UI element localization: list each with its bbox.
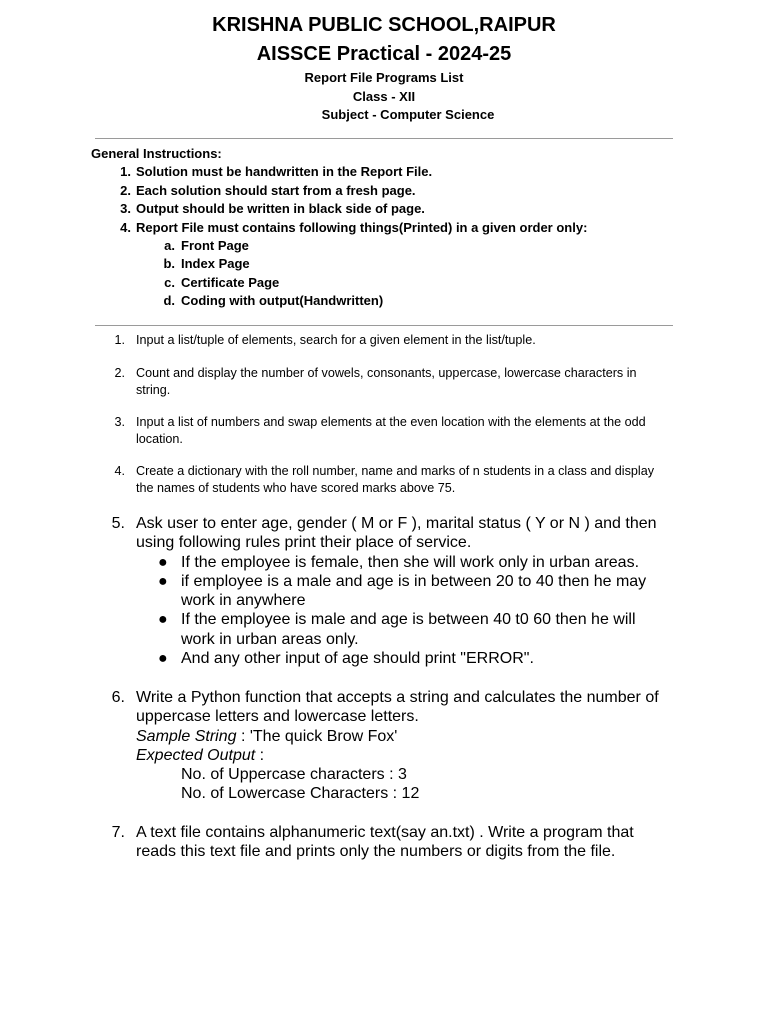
- program-item-1: [108, 332, 673, 349]
- instruction-text: Solution must be handwritten in the Report File.: [136, 164, 433, 180]
- subject-label: Subject - Computer Science: [321, 107, 495, 122]
- program-number: 7.: [111, 824, 125, 841]
- program-number: 1.: [114, 333, 125, 347]
- program-text: Input a list of numbers and swap elements at the even location with the elements at the odd location.: [136, 415, 646, 446]
- bullet-dot-icon: ●: [158, 553, 168, 571]
- divider-bottom: [95, 325, 673, 326]
- expected-output-colon: :: [255, 746, 265, 764]
- program-item-2: [108, 365, 673, 398]
- program-text: Ask user to enter age, gender ( M or F ), marital status ( Y or N ) and then using following rules print their place of service.: [136, 515, 657, 552]
- instruction-number: 2.: [120, 182, 131, 198]
- program-number: 5.: [111, 515, 125, 532]
- program-text: Count and display the number of vowels, consonants, uppercase, lowercase characters in string.: [136, 366, 637, 397]
- bullet-item: [108, 572, 673, 611]
- school-name: KRISHNA PUBLIC SCHOOL,RAIPUR: [212, 14, 556, 36]
- program-item-3: [108, 414, 673, 447]
- bullet-dot-icon: ●: [158, 650, 168, 668]
- program-text: Input a list/tuple of elements, search for a given element in the list/tuple.: [136, 333, 536, 347]
- expected-output-line: [136, 746, 673, 765]
- instruction-text: Each solution should start from a fresh page.: [136, 182, 416, 198]
- expected-output-label: Expected Output: [136, 746, 256, 764]
- sample-string-label: Sample String: [136, 727, 237, 745]
- exam-title: AISSCE Practical - 2024-25: [256, 43, 512, 65]
- program-number: 6.: [111, 689, 125, 706]
- program-item-5: [108, 514, 673, 668]
- instruction-sub-item: [91, 237, 587, 255]
- sub-item-text: Certificate Page: [181, 274, 280, 290]
- class-label: Class - XII: [352, 89, 416, 104]
- instruction-item: [91, 182, 587, 200]
- bullet-text: If the employee is female, then she will work only in urban areas.: [181, 553, 640, 571]
- program-number: 4.: [114, 464, 125, 478]
- bullet-item: [108, 553, 673, 572]
- sub-item-text: Front Page: [181, 238, 249, 254]
- instruction-number: 3.: [120, 201, 131, 217]
- bullet-item: [108, 649, 673, 668]
- bullet-item: [108, 610, 673, 649]
- bullet-text: And any other input of age should print "ERROR".: [181, 650, 534, 668]
- instruction-item: [91, 200, 587, 218]
- bullet-text: If the employee is male and age is between 40 t0 60 then he will work in urban areas only.: [181, 611, 636, 648]
- list-title: Report File Programs List: [304, 70, 464, 85]
- instruction-item: [91, 219, 587, 237]
- sample-string-value: : 'The quick Brow Fox': [236, 727, 398, 745]
- program-text: Write a Python function that accepts a string and calculates the number of uppercase letters and lowercase letters.: [136, 689, 659, 726]
- output-line-lowercase: No. of Lowercase Characters : 12: [181, 785, 420, 803]
- program-text: Create a dictionary with the roll number, name and marks of n students in a class and display the names of students who have scored marks above 75.: [136, 464, 655, 495]
- instruction-number: 4.: [120, 219, 131, 235]
- instruction-sub-item: [91, 255, 587, 273]
- instruction-text: Output should be written in black side of page.: [136, 201, 425, 217]
- bullet-dot-icon: ●: [158, 611, 168, 629]
- program-text: A text file contains alphanumeric text(say an.txt) . Write a program that reads this text file and prints only the numbers or digits from the file.: [136, 824, 634, 861]
- sub-item-letter: c.: [164, 274, 175, 290]
- instruction-sub-item: [91, 292, 587, 310]
- program-number: 3.: [114, 415, 125, 429]
- sub-item-text: Index Page: [181, 256, 250, 272]
- instruction-sub-item: [91, 274, 587, 292]
- program-item-4: [108, 463, 673, 496]
- output-line-uppercase: No. of Uppercase characters : 3: [181, 766, 407, 784]
- program-number: 2.: [114, 366, 125, 380]
- sub-item-letter: a.: [164, 238, 175, 254]
- sub-item-text: Coding with output(Handwritten): [181, 293, 384, 309]
- bullet-dot-icon: ●: [158, 572, 168, 590]
- sub-item-letter: b.: [163, 256, 175, 272]
- instruction-text: Report File must contains following things(Printed) in a given order only:: [136, 219, 588, 235]
- instructions-title: General Instructions:: [91, 146, 222, 161]
- sample-string-line: [136, 727, 673, 746]
- program-item-7: [108, 823, 673, 862]
- instruction-number: 1.: [120, 164, 131, 180]
- instruction-item: [91, 163, 587, 181]
- bullet-text: if employee is a male and age is in between 20 to 40 then he may work in anywhere: [181, 572, 647, 610]
- program-item-6: [108, 688, 673, 804]
- general-instructions: [91, 145, 587, 311]
- sub-item-letter: d.: [163, 293, 175, 309]
- divider-top: [95, 138, 673, 139]
